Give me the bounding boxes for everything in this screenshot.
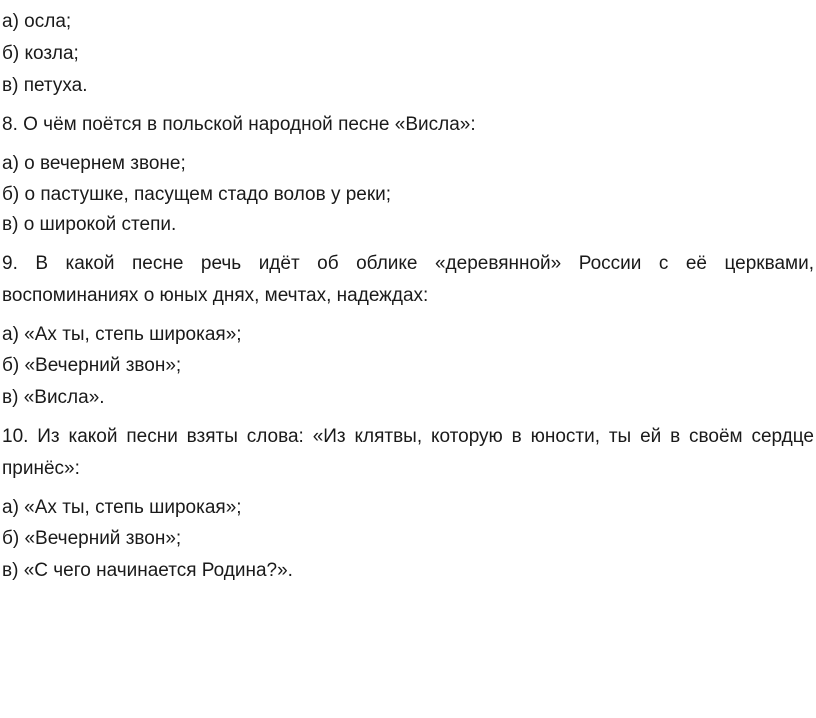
q10-option-b: б) «Вечерний звон»; — [2, 528, 182, 549]
q9-question-line1: 9. В какой песне речь идёт об облике «деревянной» России с её церквами, — [2, 253, 814, 274]
q8-question: 8. О чём поётся в польской народной песне «Висла»: — [2, 114, 476, 135]
q9-option-b: б) «Вечерний звон»; — [2, 355, 182, 376]
q8-option-c: в) о широкой степи. — [2, 214, 177, 235]
q9-question-line2: воспоминаниях о юных днях, мечтах, надеждах: — [2, 285, 429, 306]
q7-option-c: в) петуха. — [2, 75, 88, 96]
q10-question-line1: 10. Из какой песни взяты слова: «Из клятвы, которую в юности, ты ей в своём сердце — [2, 426, 814, 447]
q8-option-a: а) о вечернем звоне; — [2, 153, 186, 174]
q10-option-c: в) «С чего начинается Родина?». — [2, 560, 293, 581]
q10-question-line2: принёс»: — [2, 458, 80, 479]
q10-option-a: а) «Ах ты, степь широкая»; — [2, 497, 242, 518]
q7-option-b: б) козла; — [2, 43, 79, 64]
q8-option-b: б) о пастушке, пасущем стадо волов у реки; — [2, 184, 392, 205]
q7-option-a: а) осла; — [2, 11, 72, 32]
q9-option-c: в) «Висла». — [2, 387, 105, 408]
q9-option-a: а) «Ах ты, степь широкая»; — [2, 324, 242, 345]
